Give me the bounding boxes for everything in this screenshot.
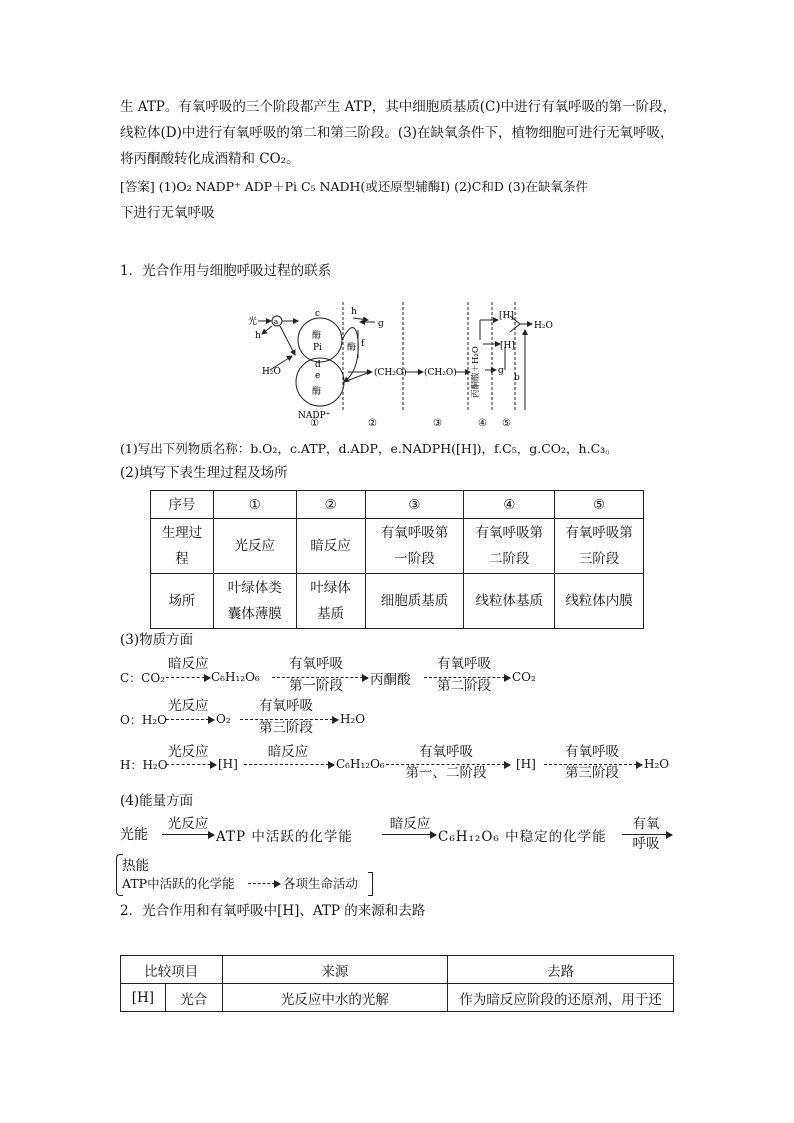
c-product1: C₆H₁₂O₆ (211, 670, 260, 684)
energy-arrow3-top: 有氧 (632, 816, 660, 832)
c-arrow3-bottom: 第二阶段 (437, 678, 491, 694)
section2-heading: 2．光合作用和有氧呼吸中[H]、ATP 的来源和去路 (120, 903, 426, 919)
diagram-pi-label: Pi (313, 343, 322, 353)
c-line-label: C：CO₂ (120, 671, 166, 685)
h-arrow2 (244, 764, 334, 765)
h-arrow1 (166, 764, 216, 765)
table-cell: 暗反应 (296, 519, 365, 574)
h-product2: C₆H₁₂O₆ (336, 757, 385, 771)
diagram-light-label: 光 (248, 317, 258, 327)
q4-text: (4)能量方面 (120, 793, 194, 809)
diagram-num-1: ① (310, 418, 319, 429)
diagram-enzyme2-label: 酶 (312, 387, 322, 397)
c-arrow1 (166, 677, 210, 678)
q2-text: (2)填写下表生理过程及场所 (120, 465, 288, 481)
o-line-label: O：H₂O (120, 713, 167, 727)
table-row-label: 生理过 程 (151, 519, 214, 574)
o-arrow1-label: 光反应 (168, 698, 209, 714)
table-cell: [H] (121, 984, 166, 1012)
c-arrow2-bottom: 第一阶段 (289, 678, 343, 694)
photosynthesis-respiration-diagram (240, 300, 570, 432)
energy-arrow3-bottom: 呼吸 (632, 836, 660, 852)
h-arrow4-bottom: 第三阶段 (565, 765, 619, 781)
diagram-ch2o-1-label: (CH₂O) (374, 368, 407, 378)
diagram-num-4: ④ (478, 418, 487, 429)
c-product3: CO₂ (512, 670, 536, 684)
energy-arrow2-label: 暗反应 (389, 816, 431, 832)
diagram-enzyme1-label: 酶 (312, 331, 322, 341)
q3-text: (3)物质方面 (120, 632, 194, 648)
table-cell: 细胞质基质 (365, 574, 464, 629)
table-cell: 叶绿体类 囊体薄膜 (213, 574, 296, 629)
o-arrow1 (166, 719, 214, 720)
energy-start: 光能 (120, 827, 148, 843)
diagram-nadp-label: NADP⁺ (298, 411, 331, 421)
table-header-cell: ② (296, 491, 365, 519)
energy-arrow3 (622, 834, 672, 835)
h-arrow3-top: 有氧呼吸 (419, 744, 473, 760)
table-header-cell: 比较项目 (121, 956, 223, 984)
table-header-cell: ③ (365, 491, 464, 519)
h-arrow2-label: 暗反应 (267, 744, 309, 760)
table-cell: 叶绿体 基质 (296, 574, 365, 629)
energy-arrow2 (382, 834, 436, 835)
table-header-cell: 来源 (222, 956, 448, 984)
diagram-d-label: d (315, 360, 321, 370)
table-header-cell: 去路 (448, 956, 674, 984)
diagram-a-label: a (274, 318, 279, 326)
diagram-c-label: c (315, 309, 321, 319)
diagram-f-label: f (361, 339, 365, 349)
diagram-h1-label: [H] (499, 311, 514, 321)
table-cell: 有氧呼吸第 二阶段 (464, 519, 555, 574)
c-product2: 丙酮酸 (370, 672, 411, 688)
table-cell: 光反应中水的光解 (222, 984, 448, 1012)
h-line-label: H：H₂O (120, 758, 168, 772)
diagram-pyruvate-label: 丙酮酸＋H₂O (471, 346, 481, 398)
h-arrow3-bottom: 第一、二阶段 (405, 765, 487, 781)
energy-branch-1: 热能 (122, 858, 149, 874)
diagram-h-label: h (255, 331, 261, 341)
table-header-row (151, 491, 644, 519)
table-row (121, 984, 674, 1012)
comparison-table (120, 955, 674, 1012)
answer-line-1: [答案] (1)O₂ NADP⁺ ADP＋Pi C₅ NADH(或还原型辅酶Ⅰ) (2)C和D (3)在缺氧条件 (120, 179, 589, 194)
energy-arrow1-label: 光反应 (167, 816, 209, 832)
table-cell: 线粒体基质 (464, 574, 555, 629)
c-arrow3-top: 有氧呼吸 (437, 656, 491, 672)
intro-line-2: 线粒体(D)中进行有氧呼吸的第二和第三阶段。(3)在缺氧条件下，植物细胞可进行无氧呼吸， (120, 125, 674, 141)
table-cell: 有氧呼吸第 一阶段 (365, 519, 464, 574)
diagram-num-3: ③ (433, 418, 442, 429)
diagram-h2-label: h (351, 307, 357, 317)
c-arrow1-label: 暗反应 (168, 656, 209, 672)
table-row (151, 519, 644, 574)
intro-line-1: 生 ATP。有氧呼吸的三个阶段都产生 ATP，其中细胞质基质(C)中进行有氧呼吸的第一阶段， (120, 99, 677, 115)
table-cell: 线粒体内膜 (555, 574, 644, 629)
energy-brace-right (368, 872, 373, 896)
o-arrow2-top: 有氧呼吸 (259, 698, 313, 714)
diagram-h2-bracket-label: [H] (500, 341, 515, 351)
intro-line-3: 将丙酮酸转化成酒精和 CO₂。 (120, 151, 300, 167)
table-cell: 有氧呼吸第 三阶段 (555, 519, 644, 574)
diagram-num-2: ② (368, 418, 377, 429)
table-cell: 光反应 (213, 519, 296, 574)
diagram-g-label: g (378, 319, 384, 329)
energy-arrow1 (162, 834, 214, 835)
diagram-water-label: H₂O (262, 367, 281, 377)
o-product1: O₂ (216, 712, 231, 726)
table-header-cell: ⑤ (555, 491, 644, 519)
table-cell: 作为暗反应阶段的还原剂，用于还 (448, 984, 674, 1012)
energy-branch-2: ATP中活跃的化学能 (122, 876, 235, 891)
h-arrow1-label: 光反应 (168, 744, 209, 760)
diagram-num-5: ⑤ (502, 418, 511, 429)
answer-line-2: 下进行无氧呼吸 (120, 205, 215, 221)
diagram-b2-label: b (514, 373, 520, 383)
h-product1: [H] (218, 757, 238, 771)
diagram-ch2o-2-label: (CH₂O) (424, 368, 457, 378)
table-row-label: 场所 (151, 574, 214, 629)
energy-product2: C₆H₁₂O₆ 中稳定的化学能 (438, 829, 607, 845)
h-arrow4-top: 有氧呼吸 (565, 744, 619, 760)
table-header-cell: ① (213, 491, 296, 519)
table-row (151, 574, 644, 629)
q1-text: (1)写出下列物质名称：b.O₂，c.ATP，d.ADP，e.NADPH([H])，f.C₅，g.CO₂，h.C₃。 (120, 441, 618, 456)
h-product4: H₂O (644, 757, 670, 771)
c-arrow2-top: 有氧呼吸 (289, 656, 343, 672)
o-arrow2-bottom: 第三阶段 (259, 720, 313, 736)
energy-branch-arrow (248, 883, 280, 884)
table-header-cell: 序号 (151, 491, 214, 519)
diagram-e-label: e (315, 371, 321, 381)
table-header-cell: ④ (464, 491, 555, 519)
o-product2: H₂O (340, 712, 366, 726)
table-header-row (121, 956, 674, 984)
diagram-g2-label: g (498, 366, 504, 376)
process-site-table (150, 490, 644, 629)
table-cell: 光合 (165, 984, 222, 1012)
h-product3: [H] (516, 757, 536, 771)
energy-branch-3: 各项生命活动 (283, 876, 359, 891)
energy-product1: ATP 中活跃的化学能 (216, 829, 353, 845)
section1-heading: 1．光合作用与细胞呼吸过程的联系 (120, 263, 332, 279)
diagram-enzyme3-label: 酶 (347, 343, 357, 353)
diagram-h2o-out-label: H₂O (534, 321, 553, 331)
